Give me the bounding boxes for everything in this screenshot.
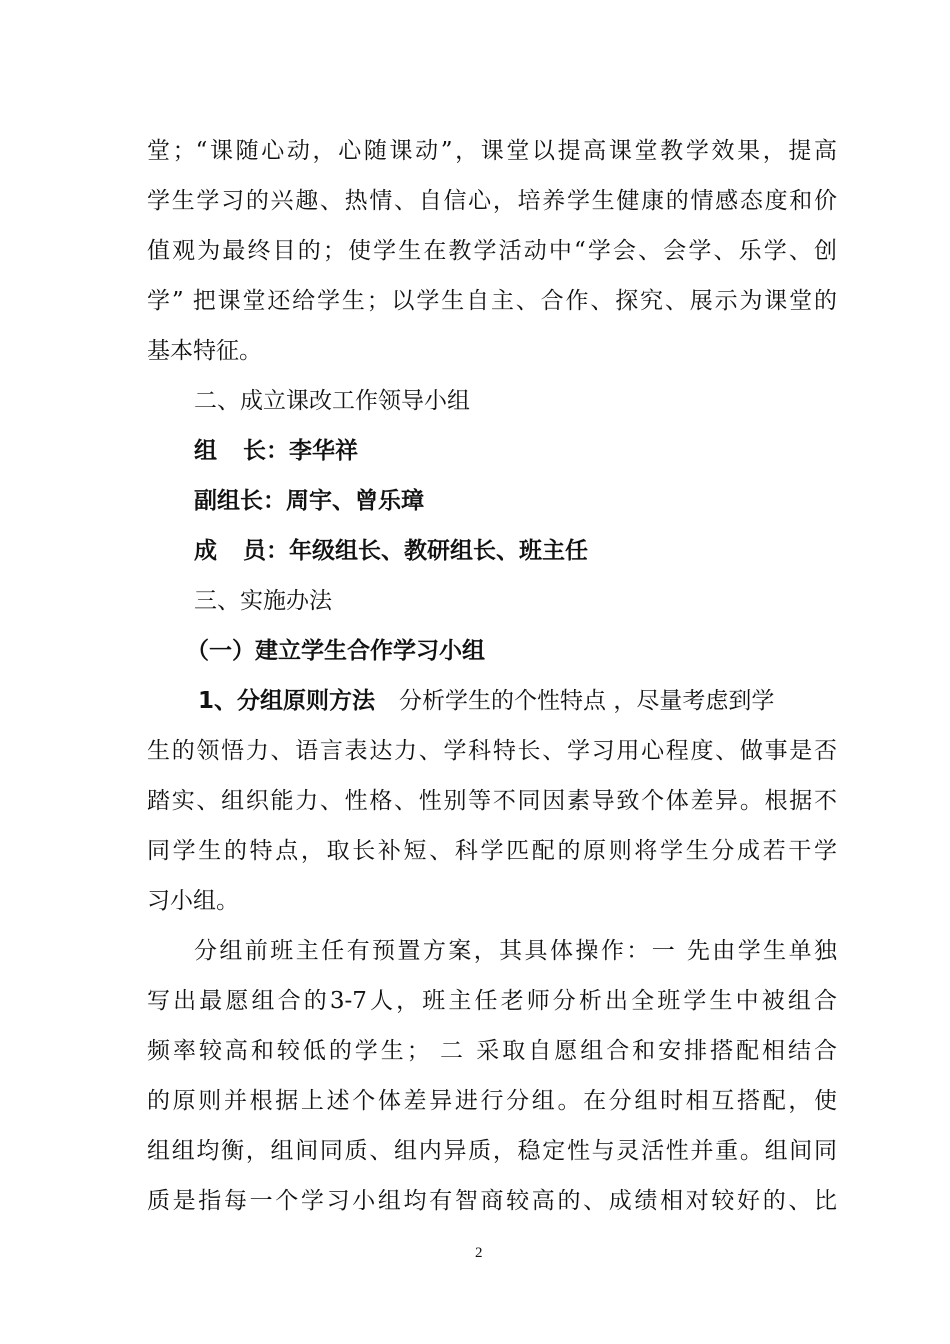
paragraph-line: 值观为最终目的；使学生在教学活动中“学会、会学、乐学、创 (147, 238, 837, 264)
leader-label: 组 (194, 438, 217, 464)
members-line (194, 536, 588, 566)
section-heading: 二、成立课改工作领导小组 (194, 388, 470, 414)
deputy-line (194, 486, 424, 516)
subsection-heading: （一）建立学生合作学习小组 (186, 638, 485, 664)
paragraph-line: 组组均衡，组间同质、组内异质，稳定性与灵活性并重。组间同 (147, 1138, 837, 1164)
paragraph-line: 频率较高和较低的学生； 二 采取自愿组合和安排搭配相结合 (147, 1038, 837, 1064)
paragraph-line: 习小组。 (147, 888, 239, 914)
paragraph-line: 写出最愿组合的3-7人，班主任老师分析出全班学生中被组合 (147, 988, 837, 1014)
item1-title: 1、分组原则方法 (198, 688, 376, 714)
paragraph-line: 基本特征。 (147, 338, 262, 364)
leader-name: 李华祥 (289, 438, 358, 464)
paragraph-line: 分组前班主任有预置方案，其具体操作：一 先由学生单独 (194, 938, 837, 964)
members-label: 成 (194, 538, 217, 564)
members-label-suffix: 员： (243, 538, 289, 564)
leader-line (194, 436, 358, 466)
page-number: 2 (475, 1245, 483, 1261)
paragraph-line: 学生学习的兴趣、热情、自信心，培养学生健康的情感态度和价 (147, 188, 837, 214)
section-heading: 三、实施办法 (194, 588, 332, 614)
paragraph-line: 踏实、组织能力、性格、性别等不同因素导致个体差异。根据不 (147, 788, 837, 814)
leader-label-suffix: 长： (243, 438, 289, 464)
paragraph-line: 同学生的特点，取长补短、科学匹配的原则将学生分成若干学 (147, 838, 837, 864)
paragraph-line: 生的领悟力、语言表达力、学科特长、学习用心程度、做事是否 (147, 738, 837, 764)
item1-first-line (198, 686, 837, 716)
deputy-names: 周宇、曾乐璋 (286, 488, 424, 514)
paragraph-line: 学” 把课堂还给学生；以学生自主、合作、探究、展示为课堂的 (147, 288, 837, 314)
paragraph-line: 质是指每一个学习小组均有智商较高的、成绩相对较好的、比 (147, 1188, 837, 1214)
paragraph-line: 堂；“课随心动，心随课动”，课堂以提高课堂教学效果，提高 (147, 138, 837, 164)
deputy-label: 副组长： (194, 488, 286, 514)
item1-text: 分析学生的个性特点 ，尽量考虑到学 (399, 688, 775, 714)
paragraph-line: 的原则并根据上述个体差异进行分组。在分组时相互搭配，使 (147, 1088, 837, 1114)
members-list: 年级组长、教研组长、班主任 (289, 538, 588, 564)
